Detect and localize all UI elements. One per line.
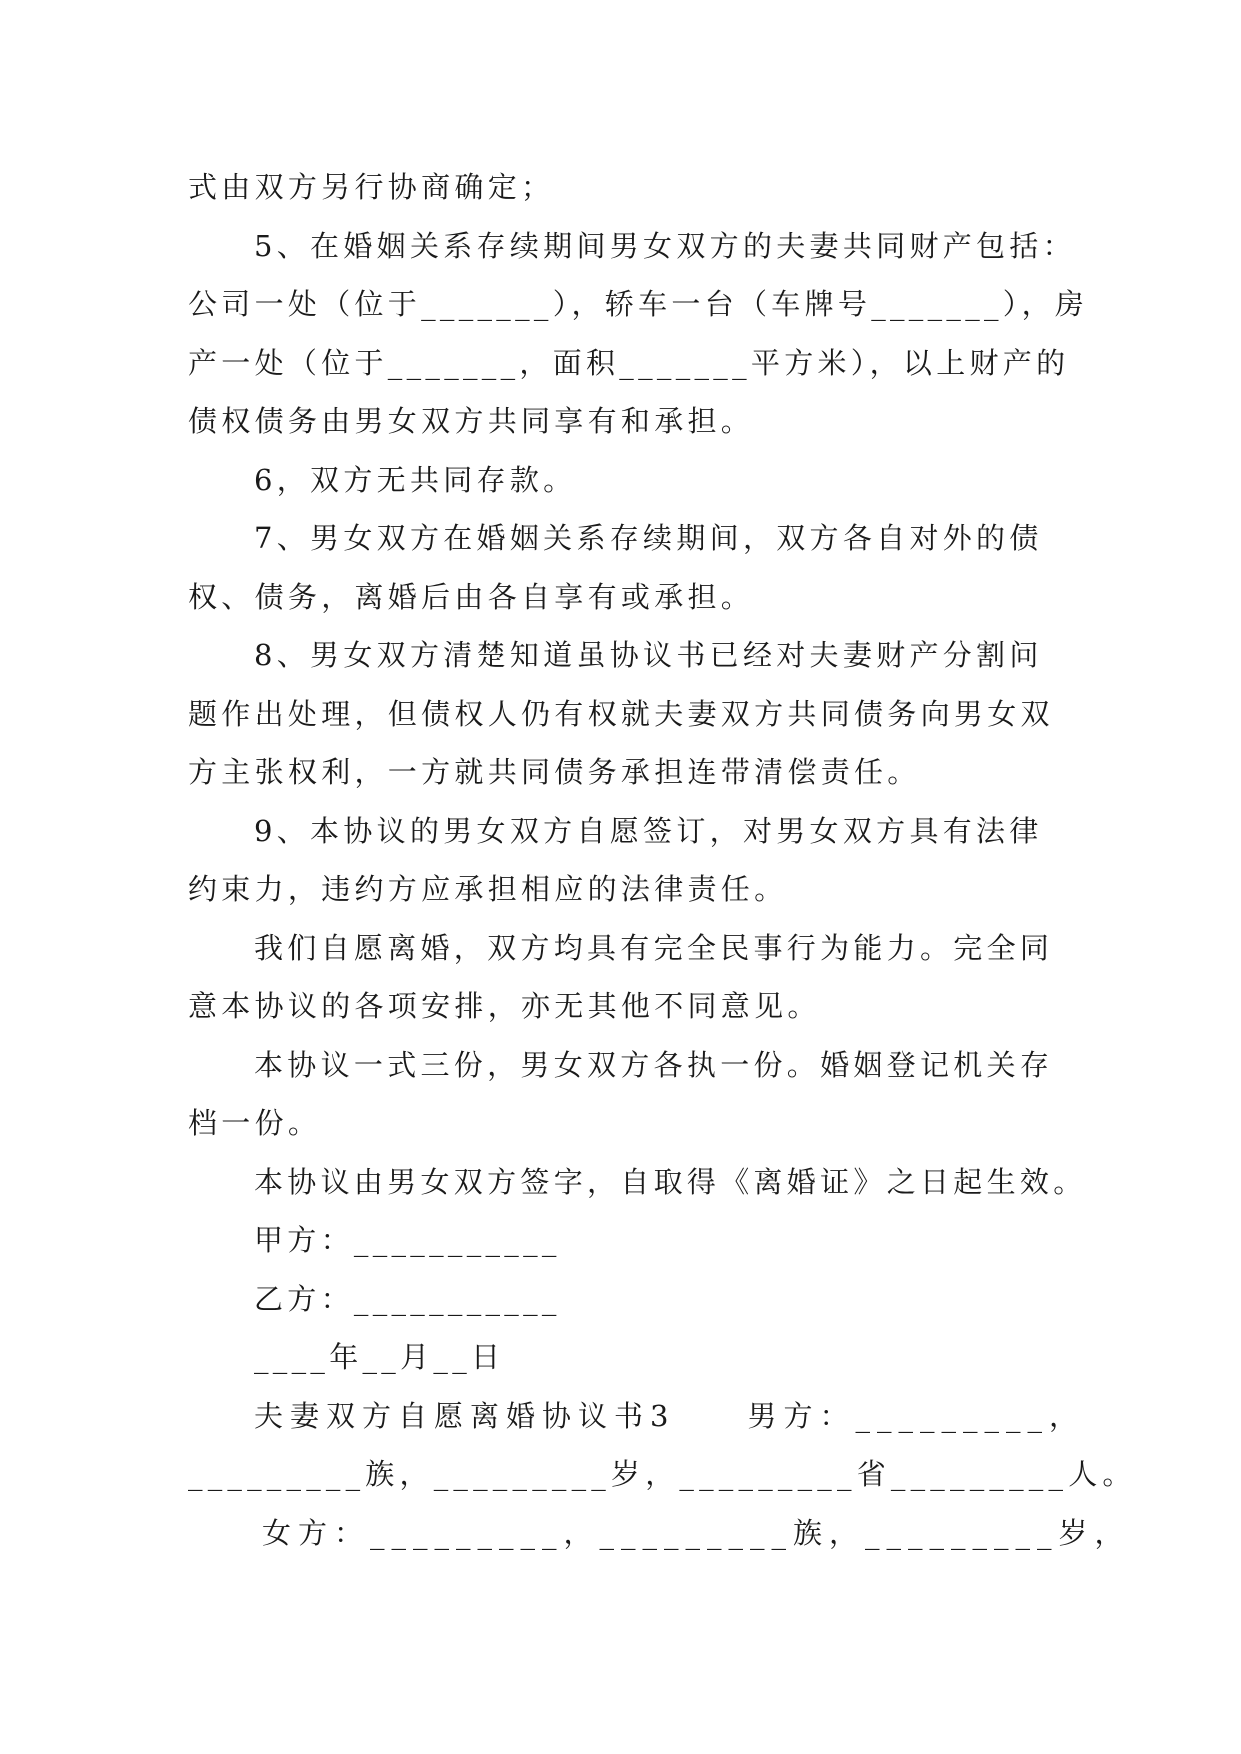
clause-8-line-1: 8、男女双方清楚知道虽协议书已经对夫妻财产分割问	[254, 638, 1043, 672]
party-b-signature: 乙方：___________	[254, 1281, 561, 1316]
clause-8-line-2: 题作出处理，但债权人仍有权就夫妻双方共同债务向男女双	[188, 696, 1054, 731]
clause-5-line-3: 产一处（位于_______，面积_______平方米），以上财产的	[188, 345, 1070, 380]
declaration-line-2: 意本协议的各项安排，亦无其他不同意见。	[188, 989, 821, 1023]
declaration-line-1: 我们自愿离婚，双方均具有完全民事行为能力。完全同	[254, 930, 1054, 965]
effective-clause: 本协议由男女双方签字，自取得《离婚证》之日起生效。	[254, 1164, 1087, 1199]
document-body	[188, 158, 1137, 1562]
party-a-signature: 甲方：___________	[254, 1223, 561, 1257]
clause-6: 6，双方无共同存款。	[254, 462, 577, 497]
clause-5-line-2: 公司一处（位于_______），轿车一台（车牌号_______），房	[188, 287, 1089, 321]
clause-7-line-2: 权、债务，离婚后由各自享有或承担。	[188, 579, 755, 614]
agreement-3-heading: 夫妻双方自愿离婚协议书3 男方：_________，	[254, 1398, 1085, 1433]
female-party-details: 女方：_________，_________族，_________岁，	[262, 1515, 1131, 1550]
clause-5-line-4: 债权债务由男女双方共同享有和承担。	[188, 404, 755, 438]
copies-line-1: 本协议一式三份，男女双方各执一份。婚姻登记机关存	[254, 1047, 1054, 1082]
clause-9-line-2: 约束力，违约方应承担相应的法律责任。	[188, 872, 788, 906]
copies-line-2: 档一份。	[188, 1106, 322, 1140]
text-line-1: 式由双方另行协商确定；	[188, 170, 555, 204]
clause-7-line-1: 7、男女双方在婚姻关系存续期间，双方各自对外的债	[254, 521, 1043, 555]
clause-5-line-1: 5、在婚姻关系存续期间男女双方的夫妻共同财产包括：	[254, 228, 1076, 263]
clause-8-line-3: 方主张权利，一方就共同债务承担连带清偿责任。	[188, 755, 921, 789]
male-party-details: _________族，_________岁，_________省_________人。	[188, 1457, 1137, 1491]
clause-9-line-1: 9、本协议的男女双方自愿签订，对男女双方具有法律	[254, 813, 1043, 848]
date-line: ____年__月__日	[254, 1340, 505, 1374]
